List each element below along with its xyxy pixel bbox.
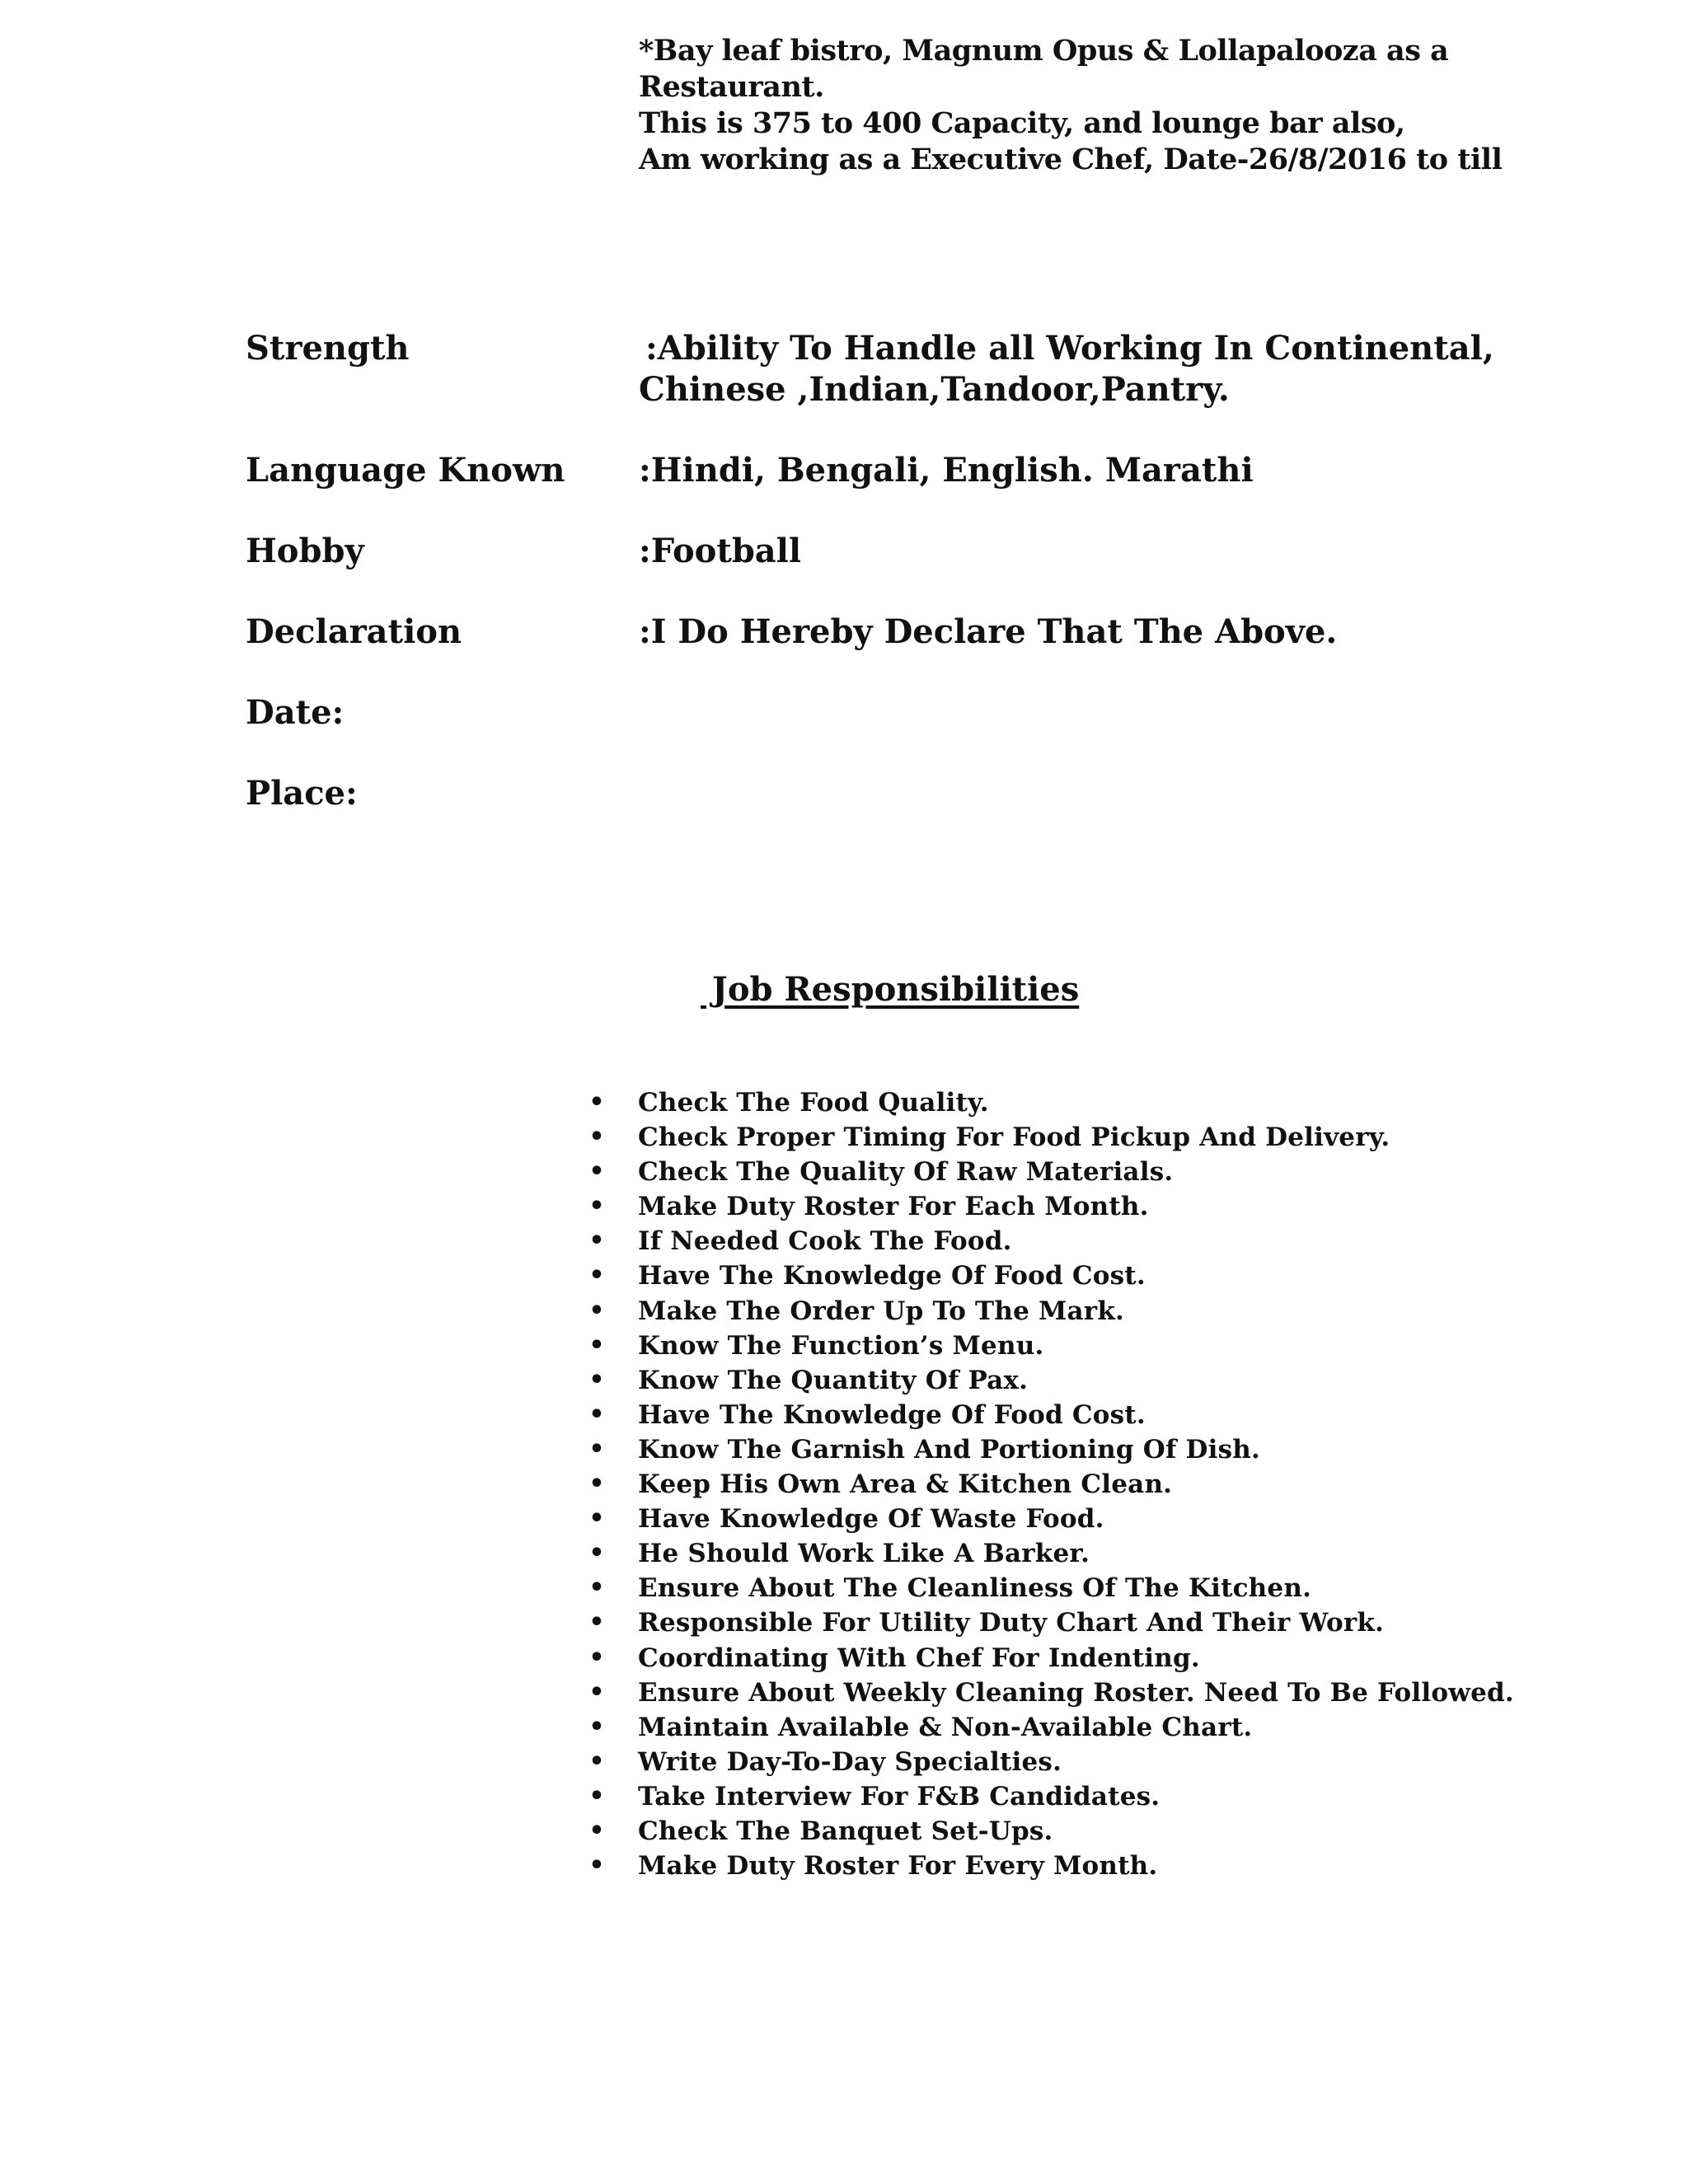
place-label: Place: (246, 774, 358, 813)
list-item (588, 1258, 1514, 1293)
list-item-text: Make Duty Roster For Every Month. (638, 1851, 1158, 1882)
list-item-text: Check The Banquet Set-Ups. (638, 1816, 1053, 1846)
employment-line: *Bay leaf bistro, Magnum Opus & Lollapalooza as a (639, 34, 1449, 68)
strength-value (639, 328, 1545, 410)
list-item (588, 1745, 1514, 1779)
list-item-text: Know The Garnish And Portioning Of Dish. (638, 1434, 1260, 1465)
strength-value-line: :Ability To Handle all Working In Continental, (645, 329, 1494, 368)
list-item-text: Responsible For Utility Duty Chart And Their Work. (638, 1608, 1385, 1638)
list-item (588, 1120, 1514, 1155)
declaration-value: :I Do Hereby Declare That The Above. (639, 612, 1338, 651)
employment-line: Restaurant. (639, 70, 824, 104)
list-item-text: Make The Order Up To The Mark. (638, 1296, 1124, 1326)
hobby-label: Hobby (246, 532, 364, 570)
list-item (588, 1363, 1514, 1398)
list-item-text: Check The Quality Of Raw Materials. (638, 1157, 1174, 1188)
list-item-text: Ensure About The Cleanliness Of The Kitchen. (638, 1573, 1312, 1604)
bullet-icon: • (588, 1781, 605, 1811)
list-item (588, 1814, 1514, 1849)
strength-label: Strength (246, 329, 410, 368)
bullet-icon: • (588, 1746, 605, 1776)
list-item-text: Coordinating With Chef For Indenting. (638, 1643, 1200, 1673)
employment-details (639, 33, 1587, 178)
list-item-text: Have The Knowledge Of Food Cost. (638, 1399, 1146, 1430)
list-item (588, 1849, 1514, 1883)
list-item (588, 1467, 1514, 1502)
list-item (588, 1224, 1514, 1258)
list-item-text: Know The Function’s Menu. (638, 1330, 1044, 1361)
list-item-text: He Should Work Like A Barker. (638, 1539, 1090, 1569)
bullet-icon: • (588, 1504, 605, 1534)
list-item-text: Take Interview For F&B Candidates. (638, 1781, 1160, 1811)
bullet-icon: • (588, 1712, 605, 1741)
list-item (588, 1329, 1514, 1363)
bullet-icon: • (588, 1365, 605, 1394)
list-item (588, 1085, 1514, 1120)
list-item-text: Check Proper Timing For Food Pickup And Delivery. (638, 1122, 1390, 1153)
list-item (588, 1675, 1514, 1710)
bullet-icon: • (588, 1643, 605, 1672)
declaration-label: Declaration (246, 612, 462, 651)
employment-line: This is 375 to 400 Capacity, and lounge bar also, (639, 106, 1405, 140)
bullet-icon: • (588, 1088, 605, 1117)
bullet-icon: • (588, 1192, 605, 1221)
bullet-icon: • (588, 1399, 605, 1429)
bullet-icon: • (588, 1261, 605, 1291)
bullet-icon: • (588, 1469, 605, 1499)
bullet-icon: • (588, 1851, 605, 1881)
bullet-icon: • (588, 1677, 605, 1707)
date-label: Date: (246, 693, 345, 732)
list-item-text: Keep His Own Area & Kitchen Clean. (638, 1469, 1173, 1500)
list-item (588, 1432, 1514, 1467)
employment-line: Am working as a Executive Chef, Date-26/8/2016 to till (639, 143, 1503, 176)
list-item (588, 1398, 1514, 1432)
list-item (588, 1189, 1514, 1224)
list-item-text: Have Knowledge Of Waste Food. (638, 1504, 1104, 1535)
list-item-text: If Needed Cook The Food. (638, 1226, 1012, 1257)
list-item-text: Write Day-To-Day Specialties. (638, 1746, 1062, 1777)
list-item-text: Check The Food Quality. (638, 1088, 989, 1118)
strength-value-line: Chinese ,Indian,Tandoor,Pantry. (639, 370, 1230, 409)
bullet-icon: • (588, 1330, 605, 1360)
bullet-icon: • (588, 1296, 605, 1325)
list-item (588, 1779, 1514, 1814)
bullet-icon: • (588, 1539, 605, 1568)
list-item-text: Maintain Available & Non-Available Chart. (638, 1712, 1253, 1742)
list-item-text: Make Duty Roster For Each Month. (638, 1192, 1149, 1222)
bullet-icon: • (588, 1608, 605, 1638)
list-item (588, 1502, 1514, 1536)
language-label: Language Known (246, 451, 565, 490)
job-responsibilities-heading: Job Responsibilities (701, 970, 1080, 1009)
list-item (588, 1536, 1514, 1571)
bullet-icon: • (588, 1226, 605, 1256)
list-item-text: Ensure About Weekly Cleaning Roster. Need To Be Followed. (638, 1677, 1514, 1708)
language-value: :Hindi, Bengali, English. Marathi (639, 451, 1254, 490)
list-item (588, 1571, 1514, 1605)
list-item (588, 1294, 1514, 1329)
bullet-icon: • (588, 1157, 605, 1187)
list-item (588, 1605, 1514, 1640)
list-item-text: Have The Knowledge Of Food Cost. (638, 1261, 1146, 1291)
hobby-value: :Football (639, 532, 802, 570)
list-item (588, 1641, 1514, 1675)
bullet-icon: • (588, 1122, 605, 1152)
bullet-icon: • (588, 1573, 605, 1603)
bullet-icon: • (588, 1434, 605, 1464)
bullet-icon: • (588, 1816, 605, 1845)
list-item-text: Know The Quantity Of Pax. (638, 1365, 1029, 1395)
list-item (588, 1710, 1514, 1745)
list-item (588, 1155, 1514, 1189)
job-responsibilities-list (588, 1085, 1514, 1883)
